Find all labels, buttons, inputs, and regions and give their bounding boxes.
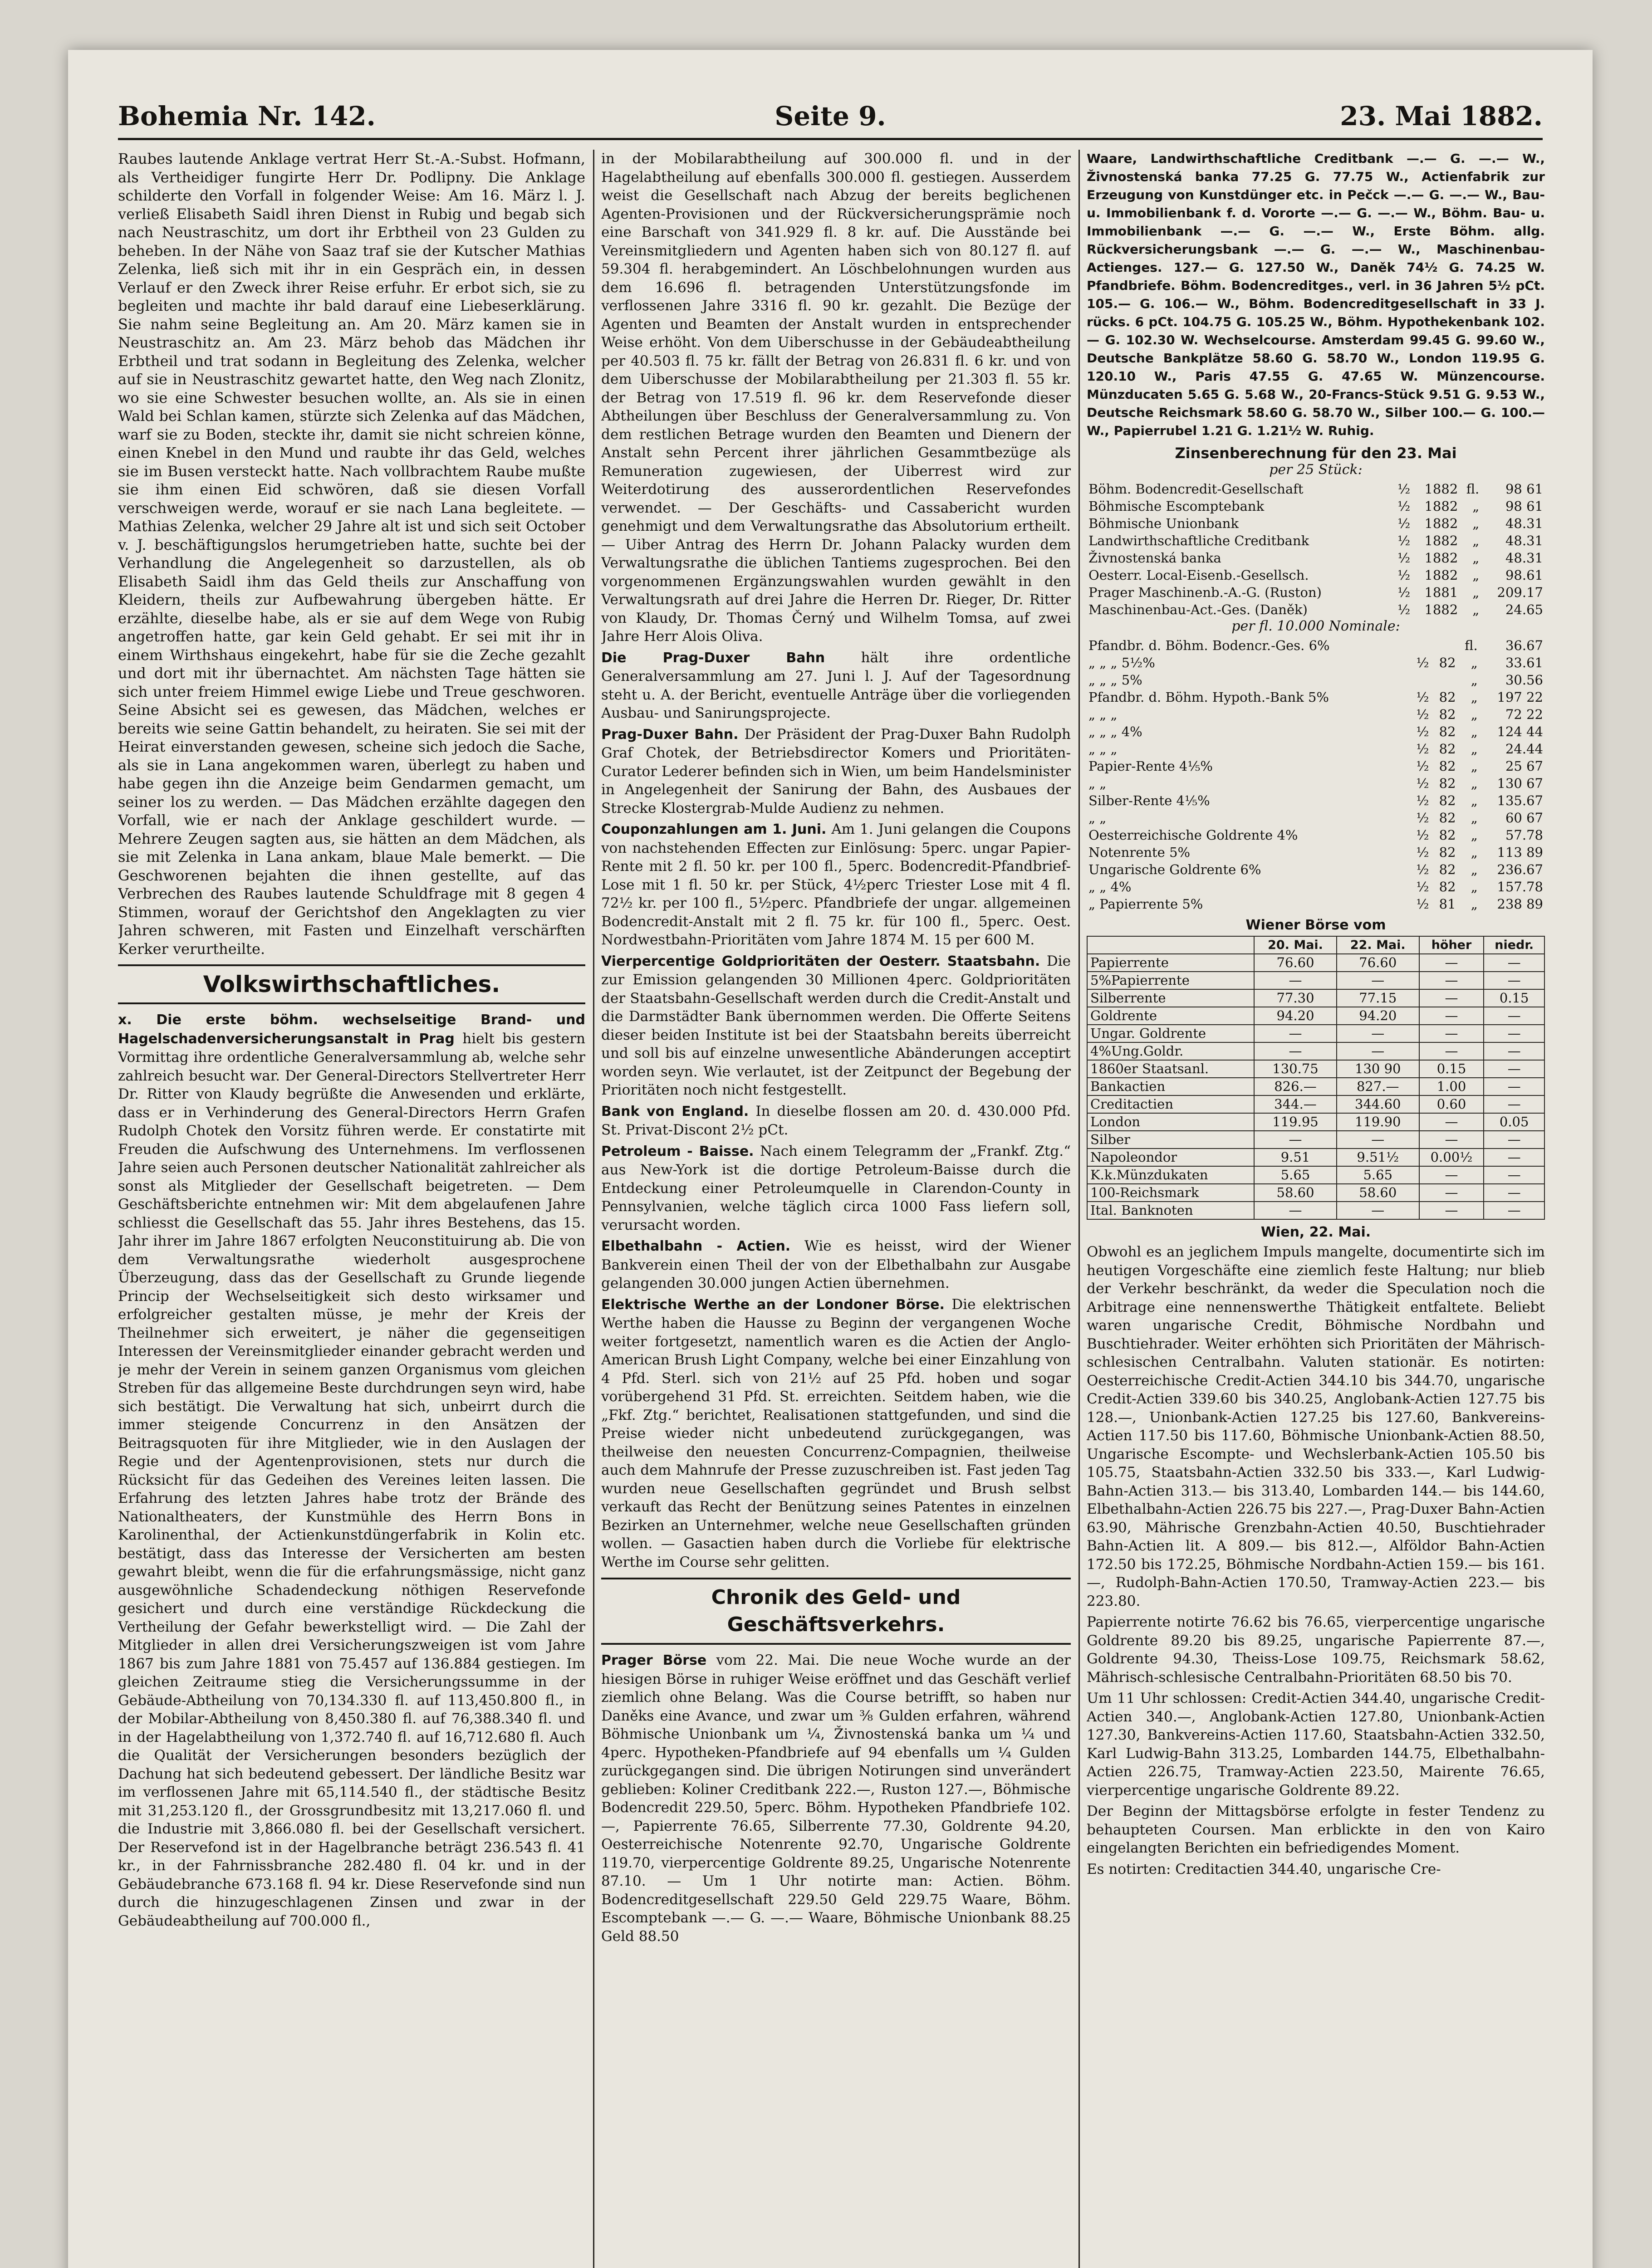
currency: „ <box>1472 516 1480 531</box>
table-row <box>1087 498 1545 515</box>
table-row <box>1087 809 1545 826</box>
court-report: Raubes lautende Anklage vertrat Herr St.-A.-Subst. Hofmann, als Vertheidiger fungirte Herr Dr. Podlipny. Die Anklage schilderte den Vorfall in folgender Weise: Am 16. März l. J. verließ Elisabeth Saidl ihren Dienst in Rubig und begab sich nach Neustraschitz, um dort ihr Erbtheil von 23 Gulden zu beheben. In der Nähe von Saaz traf sie der Kutscher Mathias Zelenka, ließ sich mit ihr in ein Gespräch ein, in dessen Verlauf er den Zweck ihrer Reise erfuhr. Er erbot sich, sie zu begleiten und machte ihr bald darauf eine Liebeserklärung. Sie nahm seine Begleitung an. Am 20. März kamen sie in Neustraschitz an. Am 23. März behob das Mädchen ihr Erbtheil und trat sodann in Begleitung des Zelenka, welcher auf sie in Neustraschitz gewartet hatte, den Weg nach Zlonitz, wo sie eine Schwester besuchen wollte, an. Als sie in einen Wald bei Schlan kamen, stürzte sich Zelenka auf das Mädchen, warf sie zu Boden, steckte ihr, damit sie nicht schreien könne, einen Knebel in den Mund und raubte ihr das Geld, welches sie im Busen versteckt hatte. Nach vollbrachtem Raube mußte sie ihm einen Eid schwören, daß sie diesen Vorfall verschweigen werde, worauf er sie nach Lana begleitete. — Mathias Zelenka, welcher 29 Jahre alt ist und sich seit October v. J. beschäftigungslos herumgetrieben hatte, suchte bei der Verhandlung die Angelegenheit so darzustellen, als ob Elisabeth Saidl ihm das Geld theils zur Anschaffung von Kleidern, theils zur Aufbewahrung übergeben hätte. Er erzählte, dieselbe habe, als er sie auf dem Wege von Rubig angetroffen hatte, gar kein Geld gehabt. Er sei mit ihr in einem Wirthshaus eingekehrt, habe für sie die Zeche gezahlt und dort mit ihr übernachtet. Am nächsten Tage hätten sie sich unter freiem Himmel ewige Liebe und Treue geschworen. Seine Absicht sei es gewesen, das Mädchen, welches er bereits wie seine Gattin behandelt, zu heiraten. Sie sei mit der Heirat einverstanden gewesen, scheine sich jedoch die Sache, als sie in Lana angekommen waren, überlegt zu haben und habe gegen ihn die Anzeige beim Gendarmen gemacht, um seiner los zu werden. — Das Mädchen erzählte dagegen den Vorfall, wie er nach der Anklage geschildert wurde. — Mehrere Zeugen sagten aus, sie hätten an dem Mädchen, als sie mit Zelenka in Lana ankam, blaue Male bemerkt. — Die Geschworenen bejahten die ihnen gestellte, auf das Verbrechen des Raubes lautende Schuldfrage mit 8 gegen 4 Stimmen, worauf der Gerichtshof den Angeklagten zu vier Jahren schweren, mit Fasten und Einzelhaft verschärften Kerker verurtheilte. <box>118 150 585 958</box>
period-fraction: ½ <box>1397 481 1411 497</box>
currency: „ <box>1471 827 1478 843</box>
column-2 <box>601 150 1071 2268</box>
table-row <box>1087 1184 1544 1202</box>
period-fraction: ½ <box>1397 585 1411 600</box>
interest-table-nominal <box>1087 637 1545 913</box>
table-row <box>1087 1095 1544 1113</box>
quote-value: 130 90 <box>1337 1060 1419 1078</box>
period-fraction: ½ <box>1416 896 1429 912</box>
security-name: Böhmische Unionbank <box>1088 516 1239 531</box>
period-fraction: ½ <box>1416 689 1429 705</box>
quote-value: — <box>1254 1202 1337 1219</box>
period-fraction: ½ <box>1416 810 1429 826</box>
security-name: 100-Reichsmark <box>1087 1184 1254 1202</box>
interest-value: 236.67 <box>1497 862 1543 877</box>
section-title-chronik: Chronik des Geld- und Geschäftsverkehrs. <box>601 1578 1071 1645</box>
quote-value: — <box>1254 1131 1337 1149</box>
table-row <box>1087 1113 1544 1131</box>
news-item-lead: Bank von England. <box>601 1103 749 1119</box>
news-item <box>601 1142 1071 1235</box>
currency: „ <box>1472 567 1480 583</box>
vienna-exchange-title: Wiener Börse vom <box>1245 917 1386 933</box>
vienna-report: Es notirten: Creditactien 344.40, ungarische Cre- <box>1087 1861 1441 1877</box>
security-name: Pfandbr. d. Böhm. Bodencr.-Ges. 6% <box>1088 638 1330 653</box>
interest-table-title: Zinsenberechnung für den 23. Mai <box>1175 445 1457 462</box>
security-name: Ital. Banknoten <box>1087 1202 1254 1219</box>
quote-value: — <box>1484 1007 1544 1025</box>
interest-value: 135.67 <box>1497 793 1543 808</box>
year: 1882 <box>1424 533 1458 548</box>
news-item-lead: Elbethalbahn - Actien. <box>601 1238 791 1254</box>
quote-value: — <box>1419 1202 1484 1219</box>
quote-value: — <box>1484 954 1544 972</box>
quote-value: 119.90 <box>1337 1113 1419 1131</box>
quote-value: — <box>1254 1025 1337 1042</box>
year: 82 <box>1439 827 1456 843</box>
security-name: Silber <box>1087 1131 1254 1149</box>
quote-value: 0.15 <box>1484 989 1544 1007</box>
security-name: Goldrente <box>1087 1007 1254 1025</box>
interest-value: 48.31 <box>1505 550 1543 566</box>
quote-value: — <box>1337 1025 1419 1042</box>
security-name: London <box>1087 1113 1254 1131</box>
header-issue: Bohemia Nr. 142. <box>118 101 376 132</box>
quote-value: — <box>1419 1007 1484 1025</box>
period-fraction: ½ <box>1416 776 1429 791</box>
security-name: Prager Maschinenb.-A.-G. (Ruston) <box>1088 585 1322 600</box>
quote-value: — <box>1419 972 1484 989</box>
interest-value: 36.67 <box>1505 638 1543 653</box>
table-row <box>1087 775 1545 792</box>
table-row <box>1087 1131 1544 1149</box>
insurance-report-continued: in der Mobilarabtheilung auf 300.000 fl. und in der Hagelabtheilung auf ebenfalls 300.000 fl. gestiegen. Ausserdem weist die Gesellschaft nach Abzug der bereits beglichenen Agenten-Provisionen und der Rückversicherungsprämie noch eine Barschaft von 341.929 fl. 8 kr. auf. Die Ausstände bei Vereinsmitgliedern und Agenten haben sich von 80.127 fl. auf 59.304 fl. herabgemindert. An Löschbelohnungen wurden aus dem 16.696 fl. betragenden Unterstützungsfonde im verflossenen Jahre 3316 fl. 90 kr. gezahlt. Die Bezüge der Agenten und Beamten der Anstalt wurden in entsprechender Weise erhöht. Von dem Uiberschusse in der Gebäudeabtheilung per 40.503 fl. 75 kr. fällt der Betrag von 26.831 fl. 6 kr. und von dem Uiberschusse der Mobilarabtheilung per 21.303 fl. 55 kr. der Betrag von 17.519 fl. 96 kr. dem Reservefonde dieser Abtheilungen über Beschluss der Generalversammlung zu. Von dem restlichen Betrage wurden den Beamten und Dienern der Anstalt sehn Percent ihrer jährlichen Gesammtbezüge als Remuneration zugewiesen, der Uiberrest wird zur Weiterdotirung des ausserordentlichen Reservefondes verwendet. — Der Geschäfts- und Cassabericht wurden genehmigt und dem Verwaltungsrathe das Absolutorium ertheilt. — Uiber Antrag des Herrn Dr. Johann Palacky wurden dem Verwaltungsrathe die üblichen Tantiems zugesprochen. Bei den vorgenommenen Ergänzungswahlen wurden gewählt in den Verwaltungsrath auf drei Jahre die Herren Dr. Rieger, Dr. Ritter von Klaudy, Dr. Thomas Černý und Wilhelm Tomsa, auf zwei Jahre Herr Alois Oliva. <box>601 151 1071 645</box>
period-fraction: ½ <box>1416 862 1429 877</box>
prague-exchange-text: vom 22. Mai. Die neue Woche wurde an der hiesigen Börse in ruhiger Weise eröffnet und das Geschäft verlief ziemlich ohne Belang. Was die Course betrifft, so haben nur Daněks eine Avance, und zwar um ⅜ Gulden erfahren, während Böhmische Unionbank um ¼, Živnostenská banka um ¼ und 4perc. Hypotheken-Pfandbriefe auf 94 ebenfalls um ¼ Gulden zurückgegangen sind. Die übrigen Notirungen sind unverändert geblieben: Koliner Creditbank 222.—, Ruston 127.—, Böhmische Bodencredit 229.50, 5perc. Böhm. Hypotheken Pfandbriefe 102.—, Papierrente 76.65, Silberrente 77.30, Goldrente 94.20, Oesterreichische Notenrente 92.70, Ungarische Goldrente 119.70, vierpercentige Goldrente 89.25, Ungarische Notenrente 87.10. — Um 1 Uhr notirte man: Actien. Böhm. Bodencreditgesellschaft 229.50 Geld 229.75 Waare, Böhm. Escomptebank —.— G. —.— Waare, Böhmische Unionbank 88.25 Geld 88.50 <box>601 1652 1071 1945</box>
currency: „ <box>1471 776 1478 791</box>
interest-value: 72 22 <box>1505 707 1543 722</box>
security-name: „ „ „ <box>1088 707 1118 722</box>
period-fraction: ½ <box>1416 793 1429 808</box>
table-row <box>1087 1202 1544 1219</box>
news-item-lead: Prag-Duxer Bahn. <box>601 726 739 743</box>
news-item <box>601 649 1071 723</box>
year: 82 <box>1439 879 1456 894</box>
interest-value: 98 61 <box>1505 499 1543 514</box>
table-row <box>1087 532 1545 549</box>
quote-value: 76.60 <box>1254 954 1337 972</box>
news-item-text: Die elektrischen Werthe haben die Hausse zu Beginn der vergangenen Woche weiter fortgesetzt, namentlich waren es die Actien der Anglo-American Brush Light Company, welche bei einer Einzahlung von 4 Pfd. Sterl. sich von 21½ auf 25 Pfd. hoben und sogar vorübergehend 31 Pfd. St. erreichten. Seitdem haben, wie die „Fkf. Ztg.“ berichtet, Realisationen stattgefunden, und sind die Preise wieder nicht unbedeutend zurückgegangen, was theilweise den neuesten Concurrenz-Compagnien, theilweise auch dem Mahnrufe der Presse zuzuschreiben ist. Fast jeden Tag wurden neue Gesellschaften gegründet und Brush selbst verkauft das Recht der Benützung seines Patentes in einzelnen Bezirken an Unternehmer, welche neue Gesellschaften gründen wollen. — Gasactien haben durch die Vorliebe für elektrische Werthe im Course sehr gelitten. <box>601 1296 1071 1570</box>
column-header: 20. Mai. <box>1254 936 1337 954</box>
security-name: „ „ „ <box>1088 741 1118 757</box>
news-item <box>601 1102 1071 1139</box>
column-header <box>1087 936 1254 954</box>
table-row <box>1087 1060 1544 1078</box>
quote-value: — <box>1419 1184 1484 1202</box>
news-item-lead: Elektrische Werthe an der Londoner Börse. <box>601 1296 945 1313</box>
quote-value: — <box>1484 1166 1544 1184</box>
quote-value: — <box>1484 1025 1544 1042</box>
quote-value: 94.20 <box>1337 1007 1419 1025</box>
year: 82 <box>1439 810 1456 826</box>
news-item-lead: Die Prag-Duxer Bahn <box>601 650 825 666</box>
quote-value: — <box>1419 1166 1484 1184</box>
quote-value: — <box>1337 1202 1419 1219</box>
column-rule <box>593 150 594 2268</box>
security-name: Ungarische Goldrente 6% <box>1088 862 1261 877</box>
quote-value: — <box>1254 1042 1337 1060</box>
table-row <box>1087 480 1545 498</box>
news-item <box>601 820 1071 949</box>
table-row <box>1087 895 1545 913</box>
period-fraction <box>1409 671 1431 689</box>
currency: „ <box>1471 758 1478 774</box>
quote-value: — <box>1419 1025 1484 1042</box>
vienna-report: Papierrente notirte 76.62 bis 76.65, vierpercentige ungarische Goldrente 89.20 bis 89.25, ungarische Papierrente 87.—, Goldrente 94.30, Theiss-Lose 109.75, Reichsmark 58.62, Mährisch-schlesische Centralbahn-Prioritäten 68.50 bis 70. <box>1087 1614 1545 1686</box>
quote-value: — <box>1484 1184 1544 1202</box>
year: 1881 <box>1424 585 1458 600</box>
table-row <box>1087 758 1545 775</box>
news-item-text: Wie es heisst, wird der Wiener Bankverein einen Theil der von der Elbethalbahn zur Ausgabe gelangenden 30.000 jungen Actien übernehmen. <box>601 1238 1071 1291</box>
table-row <box>1087 1078 1544 1095</box>
security-name: Böhm. Bodencredit-Gesellschaft <box>1088 481 1304 497</box>
security-name: Landwirthschaftliche Creditbank <box>1088 533 1309 548</box>
table-row <box>1087 861 1545 878</box>
news-item-text: Der Präsident der Prag-Duxer Bahn Rudolph Graf Chotek, der Betriebsdirector Komers und Prioritäten-Curator Lederer befinden sich in Wien, um beim Handelsminister in Angelegenheit der Sanirung der Bahn, des Ausbaues der Strecke Klostergrab-Mulde Audienz zu nehmen. <box>601 726 1071 816</box>
news-item-text: hält ihre ordentliche Generalversammlung am 27. Juni l. J. Auf der Tagesordnung steht u. A. der Bericht, eventuelle Anträge über die vorliegenden Ausbau- und Sanirungsprojecte. <box>601 649 1071 721</box>
quote-value: 827.— <box>1337 1078 1419 1095</box>
security-name: Notenrente 5% <box>1088 845 1191 860</box>
column-header: höher <box>1419 936 1484 954</box>
interest-value: 57.78 <box>1505 827 1543 843</box>
quote-value: — <box>1419 954 1484 972</box>
period-fraction: ½ <box>1416 845 1429 860</box>
news-item <box>601 1237 1071 1293</box>
quote-value: — <box>1337 1042 1419 1060</box>
currency: fl. <box>1466 481 1480 497</box>
currency: „ <box>1471 862 1478 877</box>
table-row <box>1087 1007 1544 1025</box>
table-row <box>1087 1149 1544 1166</box>
period-fraction: ½ <box>1397 516 1411 531</box>
quote-value: — <box>1419 1131 1484 1149</box>
prague-exchange-lead: Prager Börse <box>601 1652 707 1668</box>
year: 1882 <box>1424 481 1458 497</box>
quote-value: — <box>1484 1095 1544 1113</box>
quote-value: 9.51 <box>1254 1149 1337 1166</box>
table-row <box>1087 1166 1544 1184</box>
year: 82 <box>1439 776 1456 791</box>
interest-value: 33.61 <box>1505 655 1543 670</box>
news-item-text: Am 1. Juni gelangen die Coupons von nachstehenden Effecten zur Einlösung: 5perc. ungar Papier-Rente mit 2 fl. 50 kr. per 100 fl., 5perc. Bodencredit-Pfandbrief-Lose mit 1 fl. 50 kr. per Stück, 4½perc Triester Lose mit 4 fl. 72½ kr. per 100 fl., 5½perc. Pfandbriefe der ungar. allgemeinen Bodencredit-Anstalt mit 2 fl. 75 kr. für 100 fl., 5perc. Oest. Nordwestbahn-Prioritäten vom Jahre 1874 M. 15 per 600 M. <box>601 821 1071 948</box>
quote-value: — <box>1419 1113 1484 1131</box>
news-item <box>601 952 1071 1100</box>
period-fraction: ½ <box>1397 533 1411 548</box>
table-row <box>1087 671 1545 689</box>
quote-value: — <box>1484 1131 1544 1149</box>
period-fraction: ½ <box>1397 499 1411 514</box>
period-fraction: ½ <box>1416 655 1429 670</box>
quote-value: 76.60 <box>1337 954 1419 972</box>
period-fraction: ½ <box>1416 707 1429 722</box>
period-fraction: ½ <box>1397 567 1411 583</box>
security-name: Böhmische Escomptebank <box>1088 499 1265 514</box>
news-item-lead: Petroleum - Baisse. <box>601 1143 754 1159</box>
quote-value: 94.20 <box>1254 1007 1337 1025</box>
insurance-report-text: hielt bis gestern Vormittag ihre ordentliche Generalversammlung ab, welche sehr zahlreich besucht war. Der General-Directors Stellvertreter Herr Dr. Ritter von Klaudy begrüßte die Anwesenden und erklärte, dass er in Verhinderung des General-Directors Herrn Grafen Rudolph Chotek den Vorsitz führen werde. Er constatirte mit Freuden die Aufschwung des Unternehmens. Im verflossenen Jahre seien auch Personen deutscher Nationalität zahlreicher als sonst als Mitglieder der Gesellschaft beigetreten. — Dem Geschäftsberichte entnehmen wir: Mit dem abgelaufenen Jahre schliesst die Gesellschaft das 55. Jahr ihres Bestehens, das 15. Jahr ihrer im Jahre 1867 erfolgten Neuconstituirung ab. Die von dem Verwaltungsrathe wiederholt ausgesprochene Überzeugung, dass das der Gesellschaft zu Grunde liegende Princip der Wechselseitigkeit sich desto wirksamer und erfolgreicher gestalten müsse, je mehr der Kreis der Theilnehmer sich erweitert, je näher die gegenseitigen Interessen der Vereinsmitglieder einander gebracht werden und je mehr der Verein in seinem ganzen Organismus vom gleichen Streben für das allgemeine Beste durchdrungen seyn wird, habe sich bestätigt. Die Verwaltung hat sich, unbeirrt durch die immer steigende Concurrenz in den Ansätzen der Beitragsquoten für ihre Mitglieder, wie in den Auslagen der Regie und der Agentenprovisionen, stets nur durch die Rücksicht für das Gedeihen des Vereines leiten lassen. Die Erfahrung des letzten Jahres habe trotz der Brände des Nationaltheaters, der Kunstmühle des Herrn Bons in Karolinenthal, der Actienkunstdüngerfabrik in Kolin etc. bestätigt, dass das Interesse der Versicherten am besten gewahrt bleibt, wenn die für die erfahrungsmässige, nicht ganz ausgewöhnliche Schadendeckung nöthigen Reservefonde gesichert und durch eine verständige Rückdeckung die Vertheilung der Gefahr bewerkstelligt wird. — Die Zahl der Mitglieder in allen drei Versicherungszweigen ist vom Jahre 1867 bis zum Jahre 1881 von 75.457 auf 136.884 gestiegen. Im gleichen Zeitraume stieg die Versicherungssumme in der Gebäude-Abtheilung von 70,134.330 fl. auf 113,450.800 fl., in der Mobilar-Abtheilung von 8,450.380 fl. auf 76,388.340 fl. und in der Hagelabtheilung von 1,372.740 fl. auf 16,712.680 fl. Auch die Qualität der Versicherungen besonders bezüglich der Dachung hat sich bedeutend gebessert. Der ländliche Besitz war im verflossenen Jahre mit 65,114.540 fl., der städtische Besitz mit 31,253.120 fl., der Grossgrundbesitz mit 13,217.060 fl. und die Industrie mit 3,866.080 fl. bei der Gesellschaft versichert. Der Reservefond ist in der Hagelbranche beträgt 236.543 fl. 41 kr., in der Fahrnissbranche 282.480 fl. 04 kr. und in der Gebäudebranche 673.168 fl. 94 kr. Diese Reservefonde sind nun durch die hinzugeschlagenen Zinsen und zwar in der Gebäudeabtheilung auf 700.000 fl., <box>118 1030 585 1929</box>
security-name: „ „ 4% <box>1088 879 1132 894</box>
insurance-report-lead: x. Die erste böhm. wechselseitige Brand- und Hagelschadenversicherungsanstalt in Prag <box>118 1012 585 1047</box>
table-row <box>1087 654 1545 671</box>
currency: „ <box>1472 533 1480 548</box>
vienna-report: Der Beginn der Mittagsbörse erfolgte in fester Tendenz zu behaupteten Coursen. Man erblickte in den von Kairo eingelangten Berichten ein befriedigendes Moment. <box>1087 1803 1545 1856</box>
quote-value: — <box>1484 1078 1544 1095</box>
period-fraction: ½ <box>1397 550 1411 566</box>
news-item-text: Nach einem Telegramm der „Frankf. Ztg.“ aus New-York ist die dortige Petroleum-Baisse durch die Entdeckung einer Petroleumquelle in Clarendon-County in Pennsylvanien, welche täglich circa 1000 Fass liefern soll, verursacht worden. <box>601 1143 1071 1233</box>
exchange-quotes: Waare, Landwirthschaftliche Creditbank —.— G. —.— W., Živnostenská banka 77.25 G. 77.75 W., Actienfabrik zur Erzeugung von Kunstdünger etc. in Pečck —.— G. —.— W., Bau- u. Immobilienbank f. d. Vororte —.— G. —.— W., Böhm. Bau- u. Immobilienbank —.— G. —.— W., Erste Böhm. allg. Rückversicherungsbank —.— G. —.— W., Maschinenbau-Actienges. 127.— G. 127.50 W., Daněk 74½ G. 74.25 W. Pfandbriefe. Böhm. Bodencreditges., verl. in 36 Jahren 5½ pCt. 105.— G. 106.— W., Böhm. Bodencreditgesellschaft in 33 J. rücks. 6 pCt. 104.75 G. 105.25 W., Böhm. Hypothekenbank 102.— G. 102.30 W. Wechselcourse. Amsterdam 99.45 G. 99.60 W., Deutsche Bankplätze 58.60 G. 58.70 W., London 119.95 G. 120.10 W., Paris 47.55 G. 47.65 W. Münzencourse. Münzducaten 5.65 G. 5.68 W., 20-Francs-Stück 9.51 G. 9.53 W., Deutsche Reichsmark 58.60 G. 58.70 W., Silber 100.— G. 100.— W., Papierrubel 1.21 G. 1.21½ W. Ruhig. <box>1087 151 1545 438</box>
year <box>1431 637 1457 654</box>
quote-value: — <box>1484 972 1544 989</box>
year: 1882 <box>1424 602 1458 617</box>
table-row <box>1087 689 1545 706</box>
currency: „ <box>1472 602 1480 617</box>
quote-value: 119.95 <box>1254 1113 1337 1131</box>
interest-value: 124 44 <box>1497 724 1543 739</box>
currency: „ <box>1471 655 1478 670</box>
security-name: K.k.Münzdukaten <box>1087 1166 1254 1184</box>
interest-value: 209.17 <box>1497 585 1543 600</box>
vienna-report: Obwohl es an jeglichem Impuls mangelte, documentirte sich im heutigen Vorgeschäfte eine ziemlich feste Haltung; nur blieb der Verkehr beschränkt, da weder die Speculation noch die Arbitrage eine nennenswerthe Thätigkeit entfaltete. Beliebt waren ungarische Credit, Böhmische Nordbahn und Buschtiehrader. Weiter erhöhten sich Prioritäten der Mährisch-schlesischen Centralbahn. Valuten stationär. Es notirten: Oesterreichische Credit-Actien 344.10 bis 344.70, ungarische Credit-Actien 339.60 bis 340.25, Anglobank-Actien 127.75 bis 128.—, Unionbank-Actien 127.25 bis 127.60, Bankvereins-Actien 117.50 bis 117.60, Böhmische Unionbank-Actien 88.50, Ungarische Escompte- und Wechslerbank-Actien 105.50 bis 105.75, Staatsbahn-Actien 332.50 bis 333.—, Karl Ludwig-Bahn-Actien 313.— bis 313.40, Lombarden 144.— bis 144.60, Elbethalbahn-Actien 226.75 bis 227.—, Prag-Duxer Bahn-Actien 63.90, Mährische Grenzbahn-Actien 40.50, Buschtiehrader Bahn-Actien lit. A 809.— bis 812.—, Alföldor Bahn-Actien 172.50 bis 172.25, Böhmische Nordbahn-Actien 159.— bis 161.—, Rudolph-Bahn-Actien 170.50, Tramway-Actien 223.— bis 223.80. <box>1087 1244 1545 1609</box>
table-row <box>1087 826 1545 844</box>
security-name: Živnostenská banka <box>1088 550 1221 566</box>
year: 82 <box>1439 862 1456 877</box>
table-row <box>1087 637 1545 654</box>
insurance-report <box>118 1011 585 1930</box>
table-row <box>1087 601 1545 618</box>
table-row <box>1087 1042 1544 1060</box>
security-name: „ „ <box>1088 776 1107 791</box>
news-item-lead: Vierpercentige Goldprioritäten der Oesterr. Staatsbahn. <box>601 953 1040 969</box>
header-date: 23. Mai 1882. <box>1340 101 1543 132</box>
period-fraction: ½ <box>1397 602 1411 617</box>
vienna-report: Um 11 Uhr schlossen: Credit-Actien 344.40, ungarische Credit-Actien 340.—, Anglobank-Actien 127.80, Unionbank-Actien 127.30, Bankvereins-Actien 117.60, Staatsbahn-Actien 332.50, Karl Ludwig-Bahn 313.25, Lombarden 144.75, Elbethalbahn-Actien 226.75, Tramway-Actien 223.50, Mairente 76.65, vierpercentige ungarische Goldrente 89.22. <box>1087 1690 1545 1799</box>
period-fraction: ½ <box>1416 724 1429 739</box>
table-row <box>1087 549 1545 567</box>
interest-value: 157.78 <box>1497 879 1543 894</box>
quote-value: 0.05 <box>1484 1113 1544 1131</box>
vienna-report-dateline: Wien, 22. Mai. <box>1260 1224 1371 1240</box>
security-name: Ungar. Goldrente <box>1087 1025 1254 1042</box>
year: 82 <box>1439 845 1456 860</box>
security-name: Pfandbr. d. Böhm. Hypoth.-Bank 5% <box>1088 689 1329 705</box>
table-row <box>1087 792 1545 809</box>
table-header-row <box>1087 936 1544 954</box>
security-name: Maschinenbau-Act.-Ges. (Daněk) <box>1088 602 1308 617</box>
security-name: Silberrente <box>1087 989 1254 1007</box>
quote-value: 344.— <box>1254 1095 1337 1113</box>
year <box>1431 671 1457 689</box>
year: 82 <box>1439 758 1456 774</box>
interest-value: 98.61 <box>1505 567 1543 583</box>
quote-value: — <box>1484 1149 1544 1166</box>
currency: „ <box>1471 793 1478 808</box>
security-name: Papier-Rente 4⅕% <box>1088 758 1213 774</box>
quote-value: 0.60 <box>1419 1095 1484 1113</box>
news-item-text: Die zur Emission gelangenden 30 Millionen 4perc. Goldprioritäten der Staatsbahn-Gesellschaft werden durch die Credit-Anstalt und die Darmstädter Bank übernommen werden. Die Offerte Seitens dieser beiden Institute ist bei der Staatsbahn bereits überreicht und soll bis auf einzelne unwesentliche Abänderungen acceptirt worden seyn. Wie verlautet, ist der Zeitpunct der Begebung der Prioritäten noch nicht festgestellt. <box>601 953 1071 1098</box>
table-row <box>1087 844 1545 861</box>
interest-value: 48.31 <box>1505 533 1543 548</box>
table-row <box>1087 1025 1544 1042</box>
interest-table-subtitle-2: per fl. 10.000 Nominale: <box>1231 618 1400 634</box>
news-item <box>601 725 1071 818</box>
security-name: Papierrente <box>1087 954 1254 972</box>
interest-value: 197 22 <box>1497 689 1543 705</box>
currency: „ <box>1472 499 1480 514</box>
year: 82 <box>1439 689 1456 705</box>
security-name: „ „ „ 4% <box>1088 724 1142 739</box>
quote-value: 5.65 <box>1337 1166 1419 1184</box>
year: 82 <box>1439 655 1456 670</box>
interest-value: 238 89 <box>1497 896 1543 912</box>
quote-value: — <box>1337 1131 1419 1149</box>
column-header: niedr. <box>1484 936 1544 954</box>
table-row <box>1087 740 1545 758</box>
quote-value: — <box>1484 1060 1544 1078</box>
column-rule <box>1078 150 1080 2268</box>
currency: „ <box>1471 672 1478 688</box>
security-name: Creditactien <box>1087 1095 1254 1113</box>
quote-value: 9.51½ <box>1337 1149 1419 1166</box>
year: 1882 <box>1424 499 1458 514</box>
year: 81 <box>1439 896 1456 912</box>
year: 1882 <box>1424 550 1458 566</box>
prague-exchange-report <box>601 1651 1071 1945</box>
newspaper-page <box>68 50 1593 2268</box>
year: 82 <box>1439 741 1456 757</box>
column-3 <box>1087 150 1545 2268</box>
quote-value: 58.60 <box>1337 1184 1419 1202</box>
column-header: 22. Mai. <box>1337 936 1419 954</box>
column-1 <box>118 150 585 2268</box>
currency: „ <box>1471 707 1478 722</box>
security-name: Silber-Rente 4⅕% <box>1088 793 1210 808</box>
period-fraction: ½ <box>1416 758 1429 774</box>
table-row <box>1087 584 1545 601</box>
table-row <box>1087 989 1544 1007</box>
period-fraction: ½ <box>1416 827 1429 843</box>
interest-value: 30.56 <box>1505 672 1543 688</box>
quote-value: — <box>1419 1042 1484 1060</box>
interest-value: 60 67 <box>1505 810 1543 826</box>
currency: „ <box>1471 741 1478 757</box>
quote-value: 1.00 <box>1419 1078 1484 1095</box>
interest-value: 24.44 <box>1505 741 1543 757</box>
quote-value: — <box>1484 1042 1544 1060</box>
security-name: „ „ „ 5% <box>1088 672 1142 688</box>
year: 82 <box>1439 724 1456 739</box>
period-fraction: ½ <box>1416 741 1429 757</box>
currency: „ <box>1471 724 1478 739</box>
quote-value: — <box>1254 972 1337 989</box>
table-row <box>1087 954 1544 972</box>
year: 82 <box>1439 707 1456 722</box>
quote-value: 5.65 <box>1254 1166 1337 1184</box>
quote-value: 0.00½ <box>1419 1149 1484 1166</box>
interest-table-subtitle: per 25 Stück: <box>1269 462 1363 478</box>
interest-value: 113 89 <box>1497 845 1543 860</box>
quote-value: — <box>1419 989 1484 1007</box>
table-row <box>1087 878 1545 895</box>
quote-value: — <box>1484 1202 1544 1219</box>
currency: „ <box>1471 845 1478 860</box>
currency: „ <box>1472 550 1480 566</box>
security-name: 5%Papierrente <box>1087 972 1254 989</box>
currency: „ <box>1471 810 1478 826</box>
interest-value: 130 67 <box>1497 776 1543 791</box>
period-fraction: ½ <box>1416 879 1429 894</box>
security-name: „ „ „ 5½% <box>1088 655 1155 670</box>
year: 1882 <box>1424 567 1458 583</box>
security-name: 4%Ung.Goldr. <box>1087 1042 1254 1060</box>
currency: „ <box>1471 689 1478 705</box>
table-row <box>1087 723 1545 740</box>
currency: fl. <box>1465 638 1478 653</box>
vienna-exchange-table <box>1087 936 1545 1220</box>
header-page-number: Seite 9. <box>775 101 886 132</box>
security-name: „ „ <box>1088 810 1107 826</box>
quote-value: 344.60 <box>1337 1095 1419 1113</box>
quote-value: 130.75 <box>1254 1060 1337 1078</box>
period-fraction <box>1409 637 1431 654</box>
quote-value: 58.60 <box>1254 1184 1337 1202</box>
news-item-text: In dieselbe flossen am 20. d. 430.000 Pfd. St. Privat-Discont 2½ pCt. <box>601 1103 1071 1138</box>
security-name: Oesterr. Local-Eisenb.-Gesellsch. <box>1088 567 1309 583</box>
page-header <box>118 77 1543 140</box>
quote-value: 77.30 <box>1254 989 1337 1007</box>
news-item-lead: Couponzahlungen am 1. Juni. <box>601 821 827 837</box>
currency: „ <box>1472 585 1480 600</box>
quote-value: — <box>1337 972 1419 989</box>
interest-value: 98 61 <box>1505 481 1543 497</box>
table-row <box>1087 567 1545 584</box>
year: 82 <box>1439 793 1456 808</box>
table-row <box>1087 706 1545 723</box>
security-name: Bankactien <box>1087 1078 1254 1095</box>
table-row <box>1087 515 1545 532</box>
quote-value: 826.— <box>1254 1078 1337 1095</box>
interest-value: 48.31 <box>1505 516 1543 531</box>
interest-value: 25 67 <box>1505 758 1543 774</box>
interest-value: 24.65 <box>1505 602 1543 617</box>
news-item <box>601 1295 1071 1572</box>
security-name: Napoleondor <box>1087 1149 1254 1166</box>
interest-table <box>1087 480 1545 618</box>
year: 1882 <box>1424 516 1458 531</box>
quote-value: 77.15 <box>1337 989 1419 1007</box>
currency: „ <box>1471 879 1478 894</box>
table-row <box>1087 972 1544 989</box>
quote-value: 0.15 <box>1419 1060 1484 1078</box>
currency: „ <box>1471 896 1478 912</box>
section-title-volkswirthschaftliches: Volkswirthschaftliches. <box>118 964 585 1004</box>
security-name: 1860er Staatsanl. <box>1087 1060 1254 1078</box>
security-name: Oesterreichische Goldrente 4% <box>1088 827 1298 843</box>
security-name: „ Papierrente 5% <box>1088 896 1203 912</box>
